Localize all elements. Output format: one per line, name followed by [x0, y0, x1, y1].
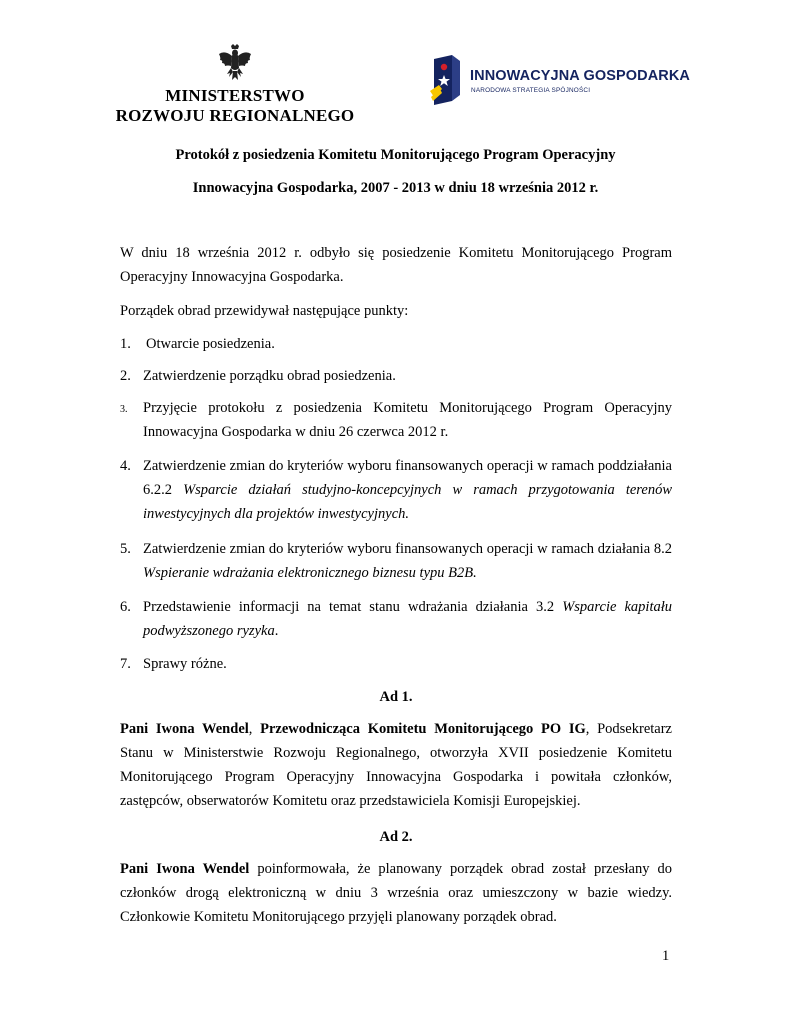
agenda-item-text: Otwarcie posiedzenia. [146, 336, 275, 352]
ad2-speaker: Pani Iwona Wendel [120, 861, 250, 877]
ad1-speaker: Pani Iwona Wendel [120, 721, 249, 737]
agenda-item-number: 5. [120, 541, 131, 557]
agenda-item [120, 595, 672, 643]
agenda-item-number: 2. [120, 368, 131, 384]
ad2-heading: Ad 2. [379, 829, 413, 845]
ig-logo-subtitle: NARODOWA STRATEGIA SPÓJNOŚCI [471, 87, 591, 94]
ministry-name-line1: MINISTERSTWO [165, 86, 305, 105]
agenda-item-number: 3. [120, 404, 128, 415]
ad2-text: poinformowała, że planowany porządek obrad został przesłany do członków drogą elektroniczną w dniu 3 września oraz umieszczony w bazie wiedzy. Członkowie Komitetu Monitorującego przyjęli planowany porządek obrad. [120, 861, 672, 925]
agenda-item-number: 6. [120, 599, 131, 615]
ad1-paragraph [120, 717, 672, 813]
agenda-item [120, 652, 672, 676]
agenda-item [120, 332, 672, 356]
agenda-item-text [143, 454, 672, 526]
agenda-item [120, 364, 672, 388]
innowacyjna-gospodarka-logo [430, 55, 690, 105]
agenda-item-text [143, 537, 672, 585]
agenda-item-number: 7. [120, 656, 131, 672]
ig-flag-mark-icon [430, 55, 464, 105]
ad1-separator: , [248, 721, 261, 737]
agenda-item-tail: . [274, 623, 279, 639]
ministry-logo [112, 44, 358, 126]
page-number: 1 [662, 948, 670, 964]
intro-paragraph: W dniu 18 września 2012 r. odbyło się posiedzenie Komitetu Monitorującego Program Operacyjny Innowacyjna Gospodarka. [120, 245, 672, 285]
agenda-item-number: 4. [120, 458, 131, 474]
agenda-intro: Porządek obrad przewidywał następujące punkty: [120, 303, 409, 319]
agenda-item-plain: Przedstawienie informacji na temat stanu wdrażania działania 3.2 [143, 599, 563, 615]
ad1-text: , Podsekretarz Stanu w Ministerstwie Rozwoju Regionalnego, otworzyła XVII posiedzenie Komitetu Monitorującego Program Operacyjny Innowacyjna Gospodarka i powitała członków, zastępców, obserwatorów Komitetu oraz przedstawiciela Komisji Europejskiej. [120, 721, 672, 809]
eagle-emblem-icon [217, 44, 253, 84]
agenda-item [120, 537, 672, 585]
ad1-role: Przewodnicząca Komitetu Monitorującego PO IG [260, 721, 586, 737]
agenda-item [120, 454, 672, 526]
document-title-line2: Innowacyjna Gospodarka, 2007 - 2013 w dniu 18 września 2012 r. [192, 180, 599, 196]
ig-logo-title: INNOWACYJNA GOSPODARKA [470, 68, 690, 84]
agenda-item-text: Sprawy różne. [143, 656, 227, 672]
agenda-item-text: Zatwierdzenie porządku obrad posiedzenia. [143, 368, 396, 384]
ad1-heading: Ad 1. [379, 689, 413, 705]
document-title-line1: Protokół z posiedzenia Komitetu Monitorującego Program Operacyjny [175, 147, 616, 163]
agenda-item-italic: Wspieranie wdrażania elektronicznego biznesu typu B2B. [143, 565, 477, 581]
agenda-item [120, 396, 672, 444]
agenda-item-italic: Wsparcie działań studyjno-koncepcyjnych w ramach przygotowania terenów inwestycyjnych dla projektów inwestycyjnych. [143, 482, 672, 522]
agenda-item-plain: Zatwierdzenie zmian do kryteriów wyboru finansowanych operacji w ramach poddziałania 6.2.2 [143, 458, 672, 498]
agenda-item-text [143, 595, 672, 643]
agenda-item-italic: Wsparcie kapitału podwyższonego ryzyka [143, 599, 672, 639]
ministry-name-line2: ROZWOJU REGIONALNEGO [115, 106, 355, 125]
ad2-paragraph [120, 857, 672, 929]
agenda-item-plain: Zatwierdzenie zmian do kryteriów wyboru finansowanych operacji w ramach działania 8.2 [143, 541, 672, 557]
agenda-item-number: 1. [120, 336, 131, 352]
agenda-item-text: Przyjęcie protokołu z posiedzenia Komitetu Monitorującego Program Operacyjny Innowacyjna Gospodarka w dniu 26 czerwca 2012 r. [143, 400, 672, 440]
